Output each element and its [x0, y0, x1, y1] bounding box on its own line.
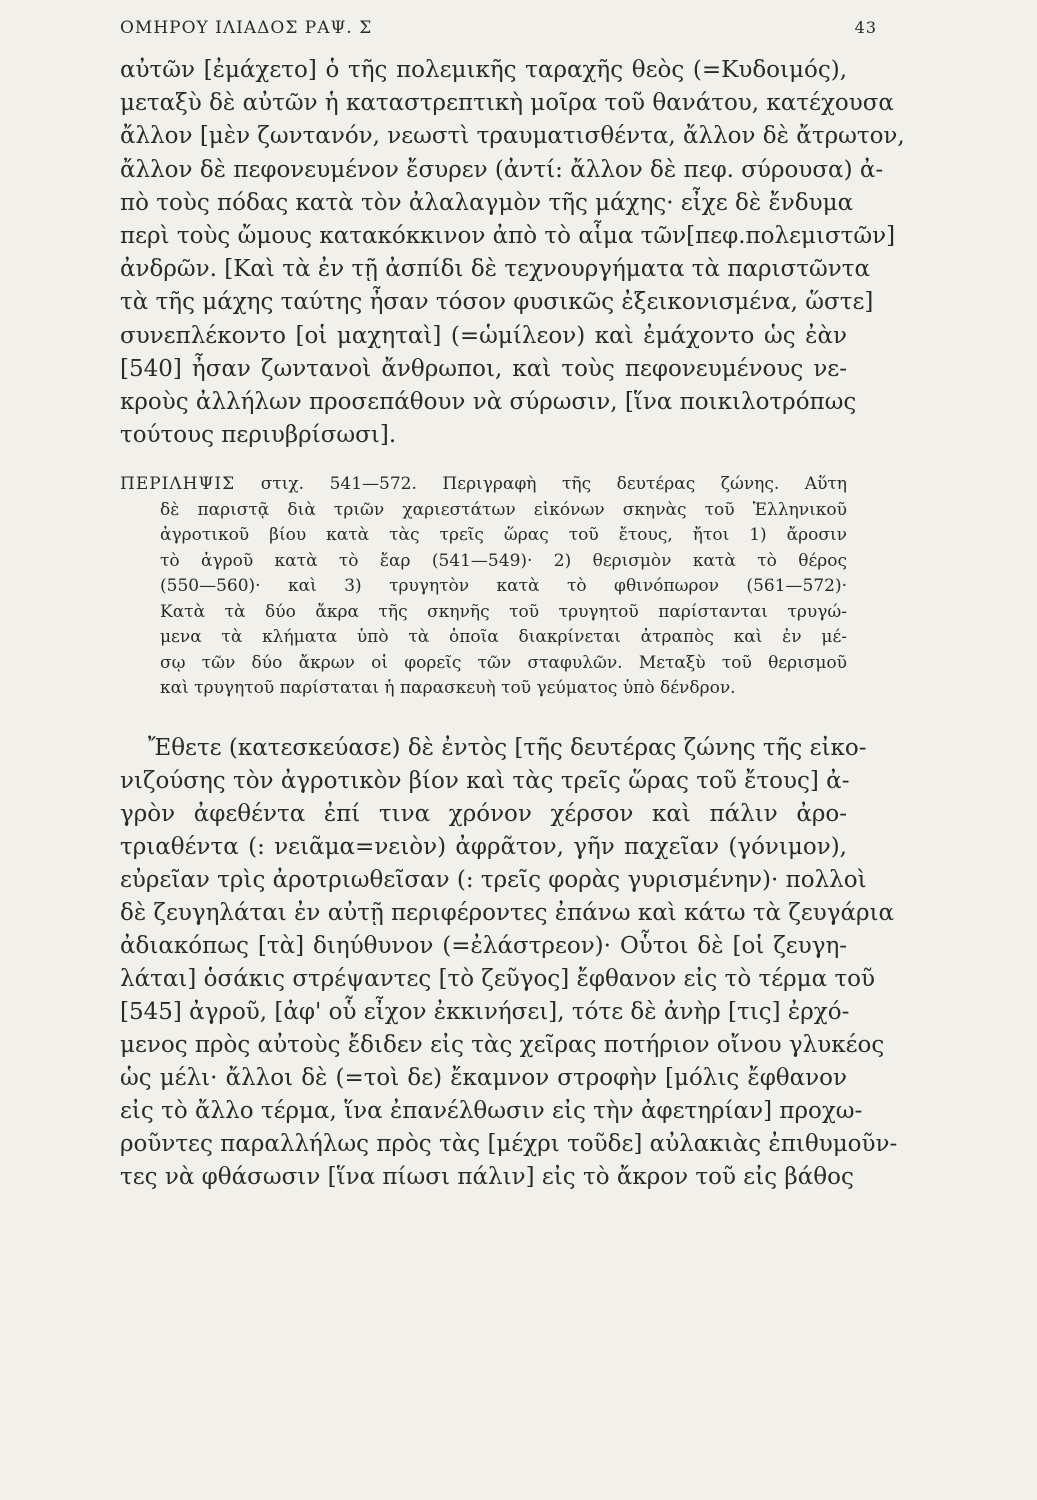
summary-line: ἀγροτικοῦ βίου κατὰ τὰς τρεῖς ὥρας τοῦ ἔτους, ἤτοι 1) ἄροσιν — [160, 525, 847, 546]
text-line: ροῦντες παραλλήλως πρὸς τὰς [μέχρι τοῦδε] αὐλακιὰς ἐπιθυμοῦν- — [120, 1130, 898, 1157]
text-line: αὐτῶν [ἐμάχετο] ὁ τῆς πολεμικῆς ταραχῆς θεὸς (=Κυδοιμός), — [120, 57, 847, 83]
running-title: ΟΜΗΡΟΥ ΙΛΙΑΔΟΣ ΡΑΨ. Σ — [120, 18, 373, 38]
text-line: γρὸν ἀφεθέντα ἐπί τινα χρόνον χέρσον καὶ πάλιν ἀρο- — [120, 800, 847, 827]
text-line: ἄλλον δὲ πεφονευμένον ἔσυρεν (ἀντί: ἄλλον δὲ πεφ. σύρουσα) ἀ- — [120, 156, 884, 183]
text-line: [545] ἀγροῦ, [ἀφ' οὗ εἶχον ἐκκινήσει], τότε δὲ ἀνὴρ [τις] ἐρχό- — [120, 998, 850, 1025]
text-line: πὸ τοὺς πόδας κατὰ τὸν ἀλαλαγμὸν τῆς μάχης· εἶχε δὲ ἔνδυμα — [120, 189, 854, 216]
summary-line: δὲ παριστᾷ διὰ τριῶν χαριεστάτων εἰκόνων σκηνὰς τοῦ Ἑλληνικοῦ — [160, 499, 847, 520]
text-line: συνεπλέκοντο [οἱ μαχηταὶ] (=ὡμίλεον) καὶ ἐμάχοντο ὡς ἐὰν — [120, 322, 847, 349]
text-line: κροὺς ἀλλήλων προσεπάθουν νὰ σύρωσιν, [ἵνα ποικιλοτρόπως — [120, 389, 857, 416]
main-text-block — [120, 54, 905, 452]
text-line: [540] ἦσαν ζωντανοὶ ἄνθρωποι, καὶ τοὺς πεφονευμένους νε- — [120, 355, 847, 382]
summary-line: καὶ τρυγητοῦ παρίσταται ἡ παρασκευὴ τοῦ γεύματος ὑπὸ δένδρον. — [160, 678, 736, 699]
main-text-block-2 — [120, 732, 898, 1194]
summary-heading-rest: στιχ. 541—572. Περιγραφὴ τῆς δευτέρας ζώνης. Αὕτη — [260, 474, 847, 495]
text-line: Ἔθετε (κατεσκεύασε) δὲ ἐντὸς [τῆς δευτέρας ζώνης τῆς εἰκο- — [148, 734, 867, 761]
text-line: τες νὰ φθάσωσιν [ἵνα πίωσι πάλιν] εἰς τὸ ἄκρον τοῦ εἰς βάθος — [120, 1163, 854, 1190]
text-line: μεταξὺ δὲ αὐτῶν ἡ καταστρεπτικὴ μοῖρα τοῦ θανάτου, κατέχουσα — [120, 90, 894, 117]
running-header — [120, 18, 877, 46]
text-line: εἰς τὸ ἄλλο τέρμα, ἵνα ἐπανέλθωσιν εἰς τὴν ἀφετηρίαν] προχω- — [120, 1097, 863, 1124]
text-line: τούτους περιυβρίσωσι]. — [120, 422, 397, 449]
text-line: περὶ τοὺς ὤμους κατακόκκινον ἀπὸ τὸ αἷμα τῶν[πεφ.πολεμιστῶν] — [120, 223, 896, 250]
text-line: τριαθέντα (: νειᾶμα=νειὸν) ἀφρᾶτον, γῆν παχεῖαν (γόνιμον), — [120, 833, 847, 860]
summary-body — [120, 498, 847, 702]
summary-line: σῳ τῶν δύο ἄκρων οἱ φορεῖς τῶν σταφυλῶν. Μεταξὺ τοῦ θερισμοῦ — [160, 652, 847, 673]
summary-heading: ΠΕΡΙΛΗΨΙΣ — [120, 474, 236, 495]
text-line: ὡς μέλι· ἄλλοι δὲ (=τοὶ δε) ἔκαμνον στροφὴν [μόλις ἔφθανον — [120, 1064, 847, 1091]
text-line: ἀνδρῶν. [Καὶ τὰ ἐν τῇ ἀσπίδι δὲ τεχνουργήματα τὰ παριστῶντα — [120, 256, 870, 283]
summary-line: Κατὰ τὰ δύο ἄκρα τῆς σκηνῆς τοῦ τρυγητοῦ παρίστανται τρυγώ- — [160, 601, 847, 622]
summary-line: (550—560)· καὶ 3) τρυγητὸν κατὰ τὸ φθινόπωρον (561—572)· — [160, 576, 847, 597]
text-line: τὰ τῆς μάχης ταύτης ἦσαν τόσον φυσικῶς ἐξεικονισμένα, ὥστε] — [120, 289, 874, 316]
text-line: νιζούσης τὸν ἀγροτικὸν βίον καὶ τὰς τρεῖς ὥρας τοῦ ἔτους] ἀ- — [120, 767, 850, 794]
summary-heading-line — [120, 472, 847, 498]
text-line: εὐρεῖαν τρὶς ἀροτριωθεῖσαν (: τρεῖς φορὰς γυρισμένην)· πολλοὶ — [120, 866, 867, 893]
text-line: ἀδιακόπως [τὰ] διηύθυνον (=ἐλάστρεον)· Οὗτοι δὲ [οἱ ζευγη- — [120, 932, 847, 959]
summary-line: τὸ ἀγροῦ κατὰ τὸ ἔαρ (541—549)· 2) θερισμὸν κατὰ τὸ θέρος — [160, 550, 847, 571]
summary-block — [120, 472, 847, 702]
text-line: δὲ ζευγηλάται ἐν αὐτῇ περιφέροντες ἐπάνω καὶ κάτω τὰ ζευγάρια — [120, 899, 895, 926]
text-line: λάται] ὁσάκις στρέψαντες [τὸ ζεῦγος] ἔφθανον εἰς τὸ τέρμα τοῦ — [120, 965, 876, 992]
text-line: ἄλλον [μὲν ζωντανόν, νεωστὶ τραυματισθέντα, ἄλλον δὲ ἄτρωτον, — [120, 123, 905, 150]
page-number: 43 — [854, 18, 877, 37]
text-line: μενος πρὸς αὐτοὺς ἔδιδεν εἰς τὰς χεῖρας ποτήριον οἴνου γλυκέος — [120, 1031, 885, 1058]
summary-line: μενα τὰ κλήματα ὑπὸ τὰ ὁποῖα διακρίνεται ἀτραπὸς καὶ ἐν μέ- — [160, 627, 847, 648]
